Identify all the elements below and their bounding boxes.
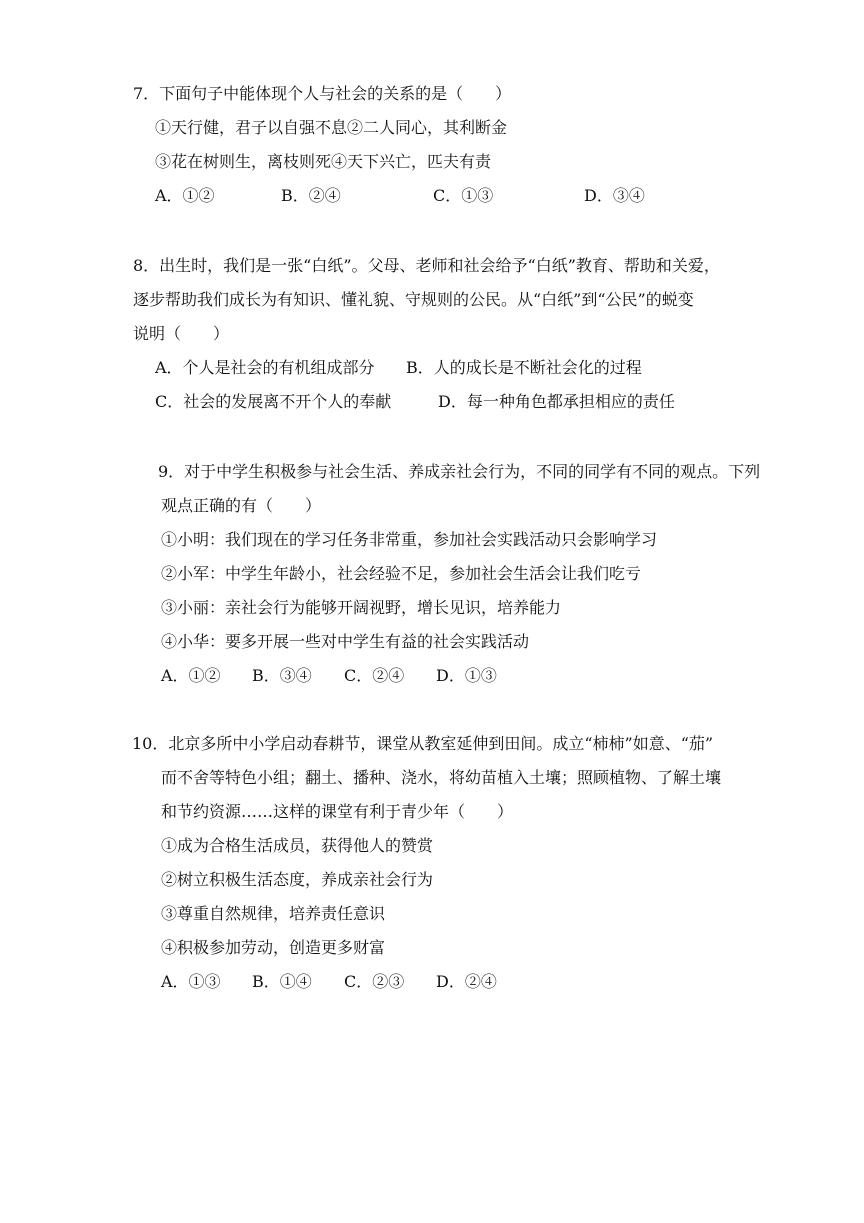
options-row: [155, 357, 715, 379]
option-b: B．③④: [252, 666, 312, 685]
question-stem: 而不舍等特色小组；翻土、播种、浇水，将幼苗植入土壤；照顾植物、了解土壤: [161, 768, 722, 787]
question-stem: 观点正确的有（ ）: [161, 496, 322, 515]
option-a: A．个人是社会的有机组成部分: [155, 358, 375, 377]
statement: ③花在树则生，离枝则死④天下兴亡，匹夫有责: [155, 152, 492, 171]
options-row: [155, 391, 715, 413]
statement: ①小明：我们现在的学习任务非常重，参加社会实践活动只会影响学习: [161, 530, 658, 549]
option-b: B．人的成长是不断社会化的过程: [406, 358, 642, 377]
option-a: A．①②: [155, 186, 215, 205]
option-d: D．②④: [436, 972, 497, 991]
options-row: [161, 971, 581, 993]
options-row: [155, 185, 715, 207]
option-a: A．①②: [161, 666, 221, 685]
statement: ①天行健，君子以自强不息②二人同心，其利断金: [155, 118, 508, 137]
option-d: D．①③: [436, 666, 497, 685]
statement: ④积极参加劳动，创造更多财富: [161, 938, 386, 957]
option-c: C．②④: [344, 666, 405, 685]
option-c: C．社会的发展离不开个人的奉献: [155, 392, 392, 411]
question-stem: 和节约资源……这样的课堂有利于青少年（ ）: [161, 802, 514, 821]
option-c: C．①③: [433, 186, 494, 205]
option-a: A．①③: [161, 972, 221, 991]
question-stem: 7．下面句子中能体现个人与社会的关系的是（ ）: [133, 84, 512, 103]
question-stem: 9．对于中学生积极参与社会生活、养成亲社会行为，不同的同学有不同的观点。下列: [158, 462, 761, 481]
option-c: C．②③: [344, 972, 405, 991]
statement: ③小丽：亲社会行为能够开阔视野，增长见识，培养能力: [161, 598, 562, 617]
statement: ①成为合格生活成员，获得他人的赞赏: [161, 836, 434, 855]
question-stem: 逐步帮助我们成长为有知识、懂礼貌、守规则的公民。从“白纸”到“公民”的蜕变: [133, 290, 694, 309]
statement: ②小军：中学生年龄小，社会经验不足，参加社会生活会让我们吃亏: [161, 564, 642, 583]
option-d: D．③④: [584, 186, 645, 205]
statement: ③尊重自然规律，培养责任意识: [161, 904, 386, 923]
option-d: D．每一种角色都承担相应的责任: [438, 392, 675, 411]
options-row: [161, 665, 581, 687]
question-stem: 10．北京多所中小学启动春耕节，课堂从教室延伸到田间。成立“柿柿”如意、“茄”: [132, 734, 714, 753]
question-stem: 说明（ ）: [133, 324, 230, 343]
statement: ④小华：要多开展一些对中学生有益的社会实践活动: [161, 632, 530, 651]
question-stem: 8．出生时，我们是一张“白纸”。父母、老师和社会给予“白纸”教育、帮助和关爱，: [133, 256, 720, 275]
option-b: B．②④: [281, 186, 341, 205]
option-b: B．①④: [252, 972, 312, 991]
statement: ②树立积极生活态度，养成亲社会行为: [161, 870, 434, 889]
